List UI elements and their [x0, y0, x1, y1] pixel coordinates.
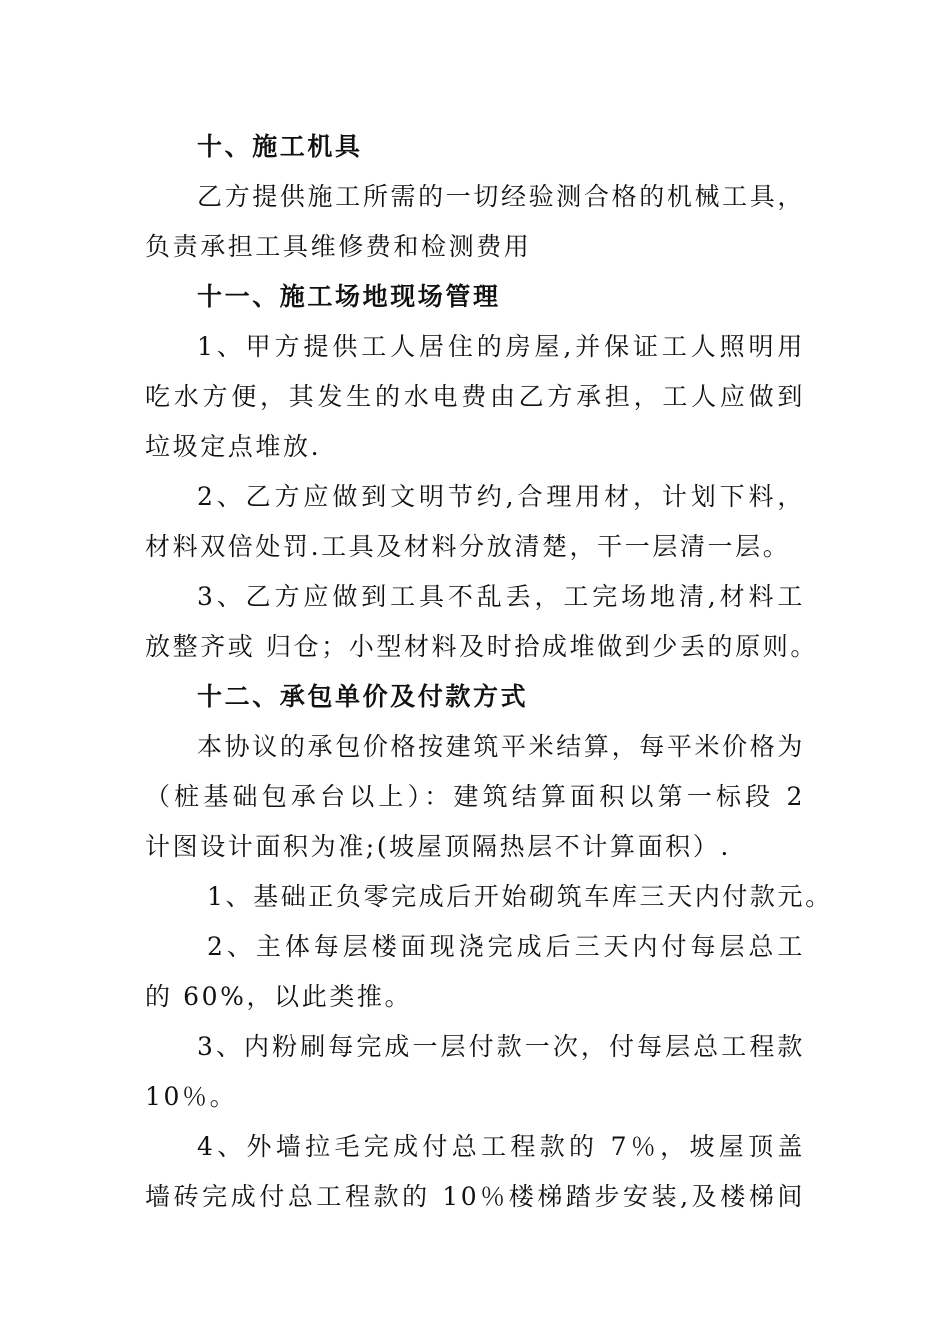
section-heading-construction-tools: 十、施工机具	[197, 132, 363, 161]
paragraph-line: 墙砖完成付总工程款的 10％楼梯踏步安装,及楼梯间	[145, 1182, 805, 1211]
paragraph-line: 本协议的承包价格按建筑平米结算，每平米价格为	[197, 732, 805, 761]
paragraph-line: 3、内粉刷每完成一层付款一次，付每层总工程款	[197, 1032, 805, 1061]
paragraph-line: 计图设计面积为准;(坡屋顶隔热层不计算面积）.	[145, 832, 731, 861]
paragraph-line: 垃圾定点堆放.	[145, 432, 322, 461]
paragraph-line: 材料双倍处罚.工具及材料分放清楚，干一层清一层。	[145, 532, 791, 561]
section-heading-site-management: 十一、施工场地现场管理	[197, 282, 501, 311]
paragraph-line: 1、甲方提供工人居住的房屋,并保证工人照明用	[197, 332, 805, 361]
paragraph-line: 4、外墙拉毛完成付总工程款的 7％，坡屋顶盖	[197, 1132, 805, 1161]
section-heading-unit-price-payment: 十二、承包单价及付款方式	[197, 682, 529, 711]
paragraph-line: 10％。	[145, 1082, 238, 1111]
paragraph-line: （桩基础包承台以上）：建筑结算面积以第一标段 2	[145, 782, 805, 811]
paragraph-line: 的 60%，以此类推。	[145, 982, 413, 1011]
paragraph-line: 2、主体每层楼面现浇完成后三天内付每层总工	[207, 932, 805, 961]
document-body	[145, 122, 833, 1222]
paragraph-line: 放整齐或 归仓；小型材料及时拾成堆做到少丢的原则。	[145, 632, 818, 661]
paragraph-line: 负责承担工具维修费和检测费用	[145, 232, 532, 261]
paragraph-line: 3、乙方应做到工具不乱丢，工完场地清,材料工	[197, 582, 805, 611]
paragraph-line: 2、乙方应做到文明节约,合理用材，计划下料，	[197, 482, 805, 511]
paragraph-line: 吃水方便，其发生的水电费由乙方承担，工人应做到	[145, 382, 805, 411]
paragraph-line: 1、基础正负零完成后开始砌筑车库三天内付款元。	[207, 882, 833, 911]
paragraph-line: 乙方提供施工所需的一切经验测合格的机械工具，	[197, 182, 805, 211]
